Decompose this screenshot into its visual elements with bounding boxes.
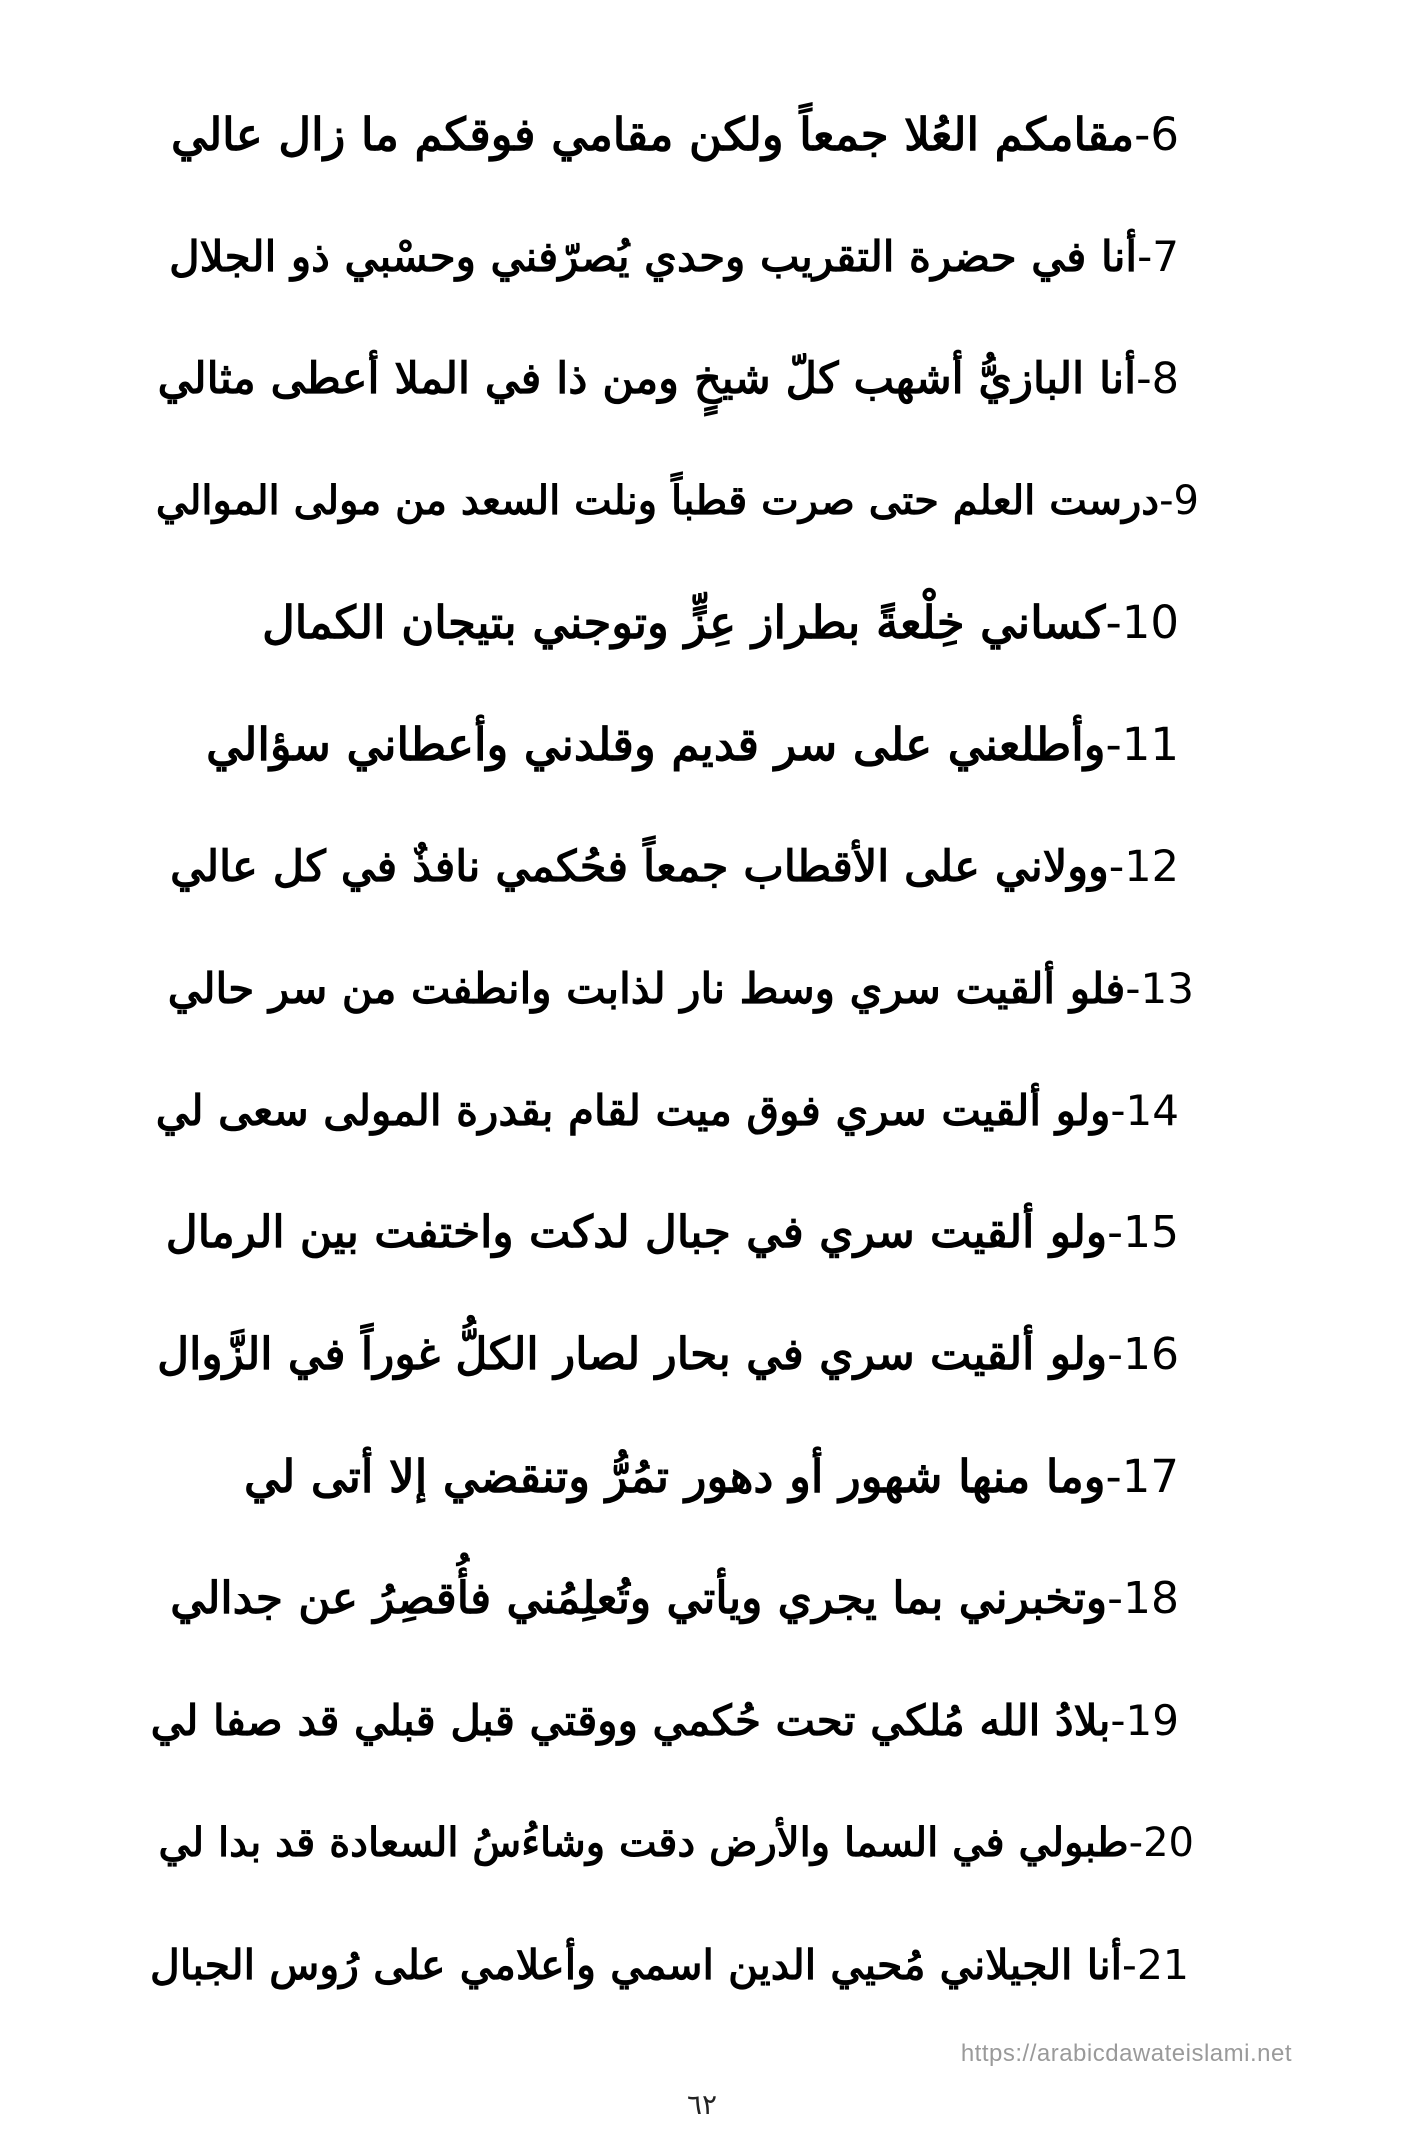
verse-number: 7-	[1137, 232, 1179, 281]
verse-text: طبولي في السما والأرض دقت وشاءُسُ السعادة قد بدا لي	[158, 1819, 1129, 1866]
verse-line	[169, 227, 1179, 287]
verse-number: 8-	[1136, 354, 1179, 404]
verse-text: أنا البازيُّ أشهب كلّ شيخٍ ومن ذا في الملا أعطى مثالي	[157, 354, 1137, 404]
website-url: https://arabicdawateislami.net	[960, 2040, 1292, 2067]
verse-number: 9-	[1159, 478, 1199, 524]
verse-text: وتخبرني بما يجري ويأتي وتُعلِمُني فأُقصِرُ عن جدالي	[170, 1573, 1108, 1624]
verse-line	[151, 1691, 1179, 1751]
verse-line	[168, 959, 1194, 1019]
verse-line	[262, 593, 1179, 653]
verse-number: 10-	[1105, 596, 1179, 649]
verse-number: 20-	[1128, 1820, 1194, 1866]
verse-line	[157, 1325, 1179, 1385]
verse-number: 6-	[1134, 108, 1179, 161]
verse-number: 19-	[1110, 1696, 1179, 1745]
verse-text: مقامكم العُلا جمعاً ولكن مقامي فوقكم ما زال عالي	[170, 108, 1135, 161]
verse-number: 15-	[1107, 1207, 1179, 1258]
verse-text: ولو ألقيت سري في بحار لصار الكلُّ غوراً في الزَّوال	[157, 1329, 1108, 1380]
verse-number: 11-	[1105, 718, 1179, 771]
verse-text: وما منها شهور أو دهور تمُرُّ وتنقضي إلا أتى لي	[243, 1450, 1106, 1503]
verse-line	[150, 1935, 1189, 1995]
verse-line	[166, 1203, 1179, 1263]
verse-text: أنا في حضرة التقريب وحدي يُصرّفني وحسْبي ذو الجلال	[169, 232, 1138, 281]
verse-number: 13-	[1125, 964, 1194, 1013]
verse-number: 21-	[1122, 1941, 1189, 1989]
verse-text: بلادُ الله مُلكي تحت حُكمي ووقتي قبل قبلي قد صفا لي	[150, 1696, 1111, 1745]
verse-text: وولاني على الأقطاب جمعاً فحُكمي نافذٌ في كل عالي	[170, 842, 1109, 892]
verse-line	[158, 349, 1179, 409]
verse-line	[159, 1813, 1194, 1873]
verse-line	[244, 1447, 1179, 1507]
verse-line	[206, 715, 1179, 775]
verse-text: فلو ألقيت سري وسط نار لذابت وانطفت من سر حالي	[167, 964, 1126, 1013]
verse-line	[171, 105, 1179, 165]
verse-number: 17-	[1105, 1450, 1179, 1503]
verse-text: أنا الجيلاني مُحيي الدين اسمي وأعلامي على رُوس الجبال	[150, 1941, 1123, 1989]
verse-line	[156, 471, 1199, 531]
verse-number: 12-	[1108, 842, 1179, 892]
verse-number: 14-	[1110, 1086, 1179, 1135]
verse-line	[156, 1081, 1179, 1141]
verse-text: درست العلم حتى صرت قطباً ونلت السعد من مولى الموالي	[155, 477, 1160, 524]
verse-text: وأطلعني على سر قديم وقلدني وأعطاني سؤالي	[206, 718, 1106, 771]
verse-number: 16-	[1107, 1329, 1179, 1380]
verse-text: ولو ألقيت سري فوق ميت لقام بقدرة المولى سعى لي	[155, 1086, 1111, 1135]
page-number: ٦٢	[686, 2088, 718, 2121]
verse-line	[170, 1569, 1179, 1629]
verse-text: ولو ألقيت سري في جبال لدكت واختفت بين الرمال	[165, 1207, 1108, 1258]
verse-number: 18-	[1107, 1573, 1179, 1624]
verse-text: كساني خِلْعةً بطراز عِزٍّ وتوجني بتيجان الكمال	[262, 596, 1106, 649]
verse-line	[170, 837, 1179, 897]
